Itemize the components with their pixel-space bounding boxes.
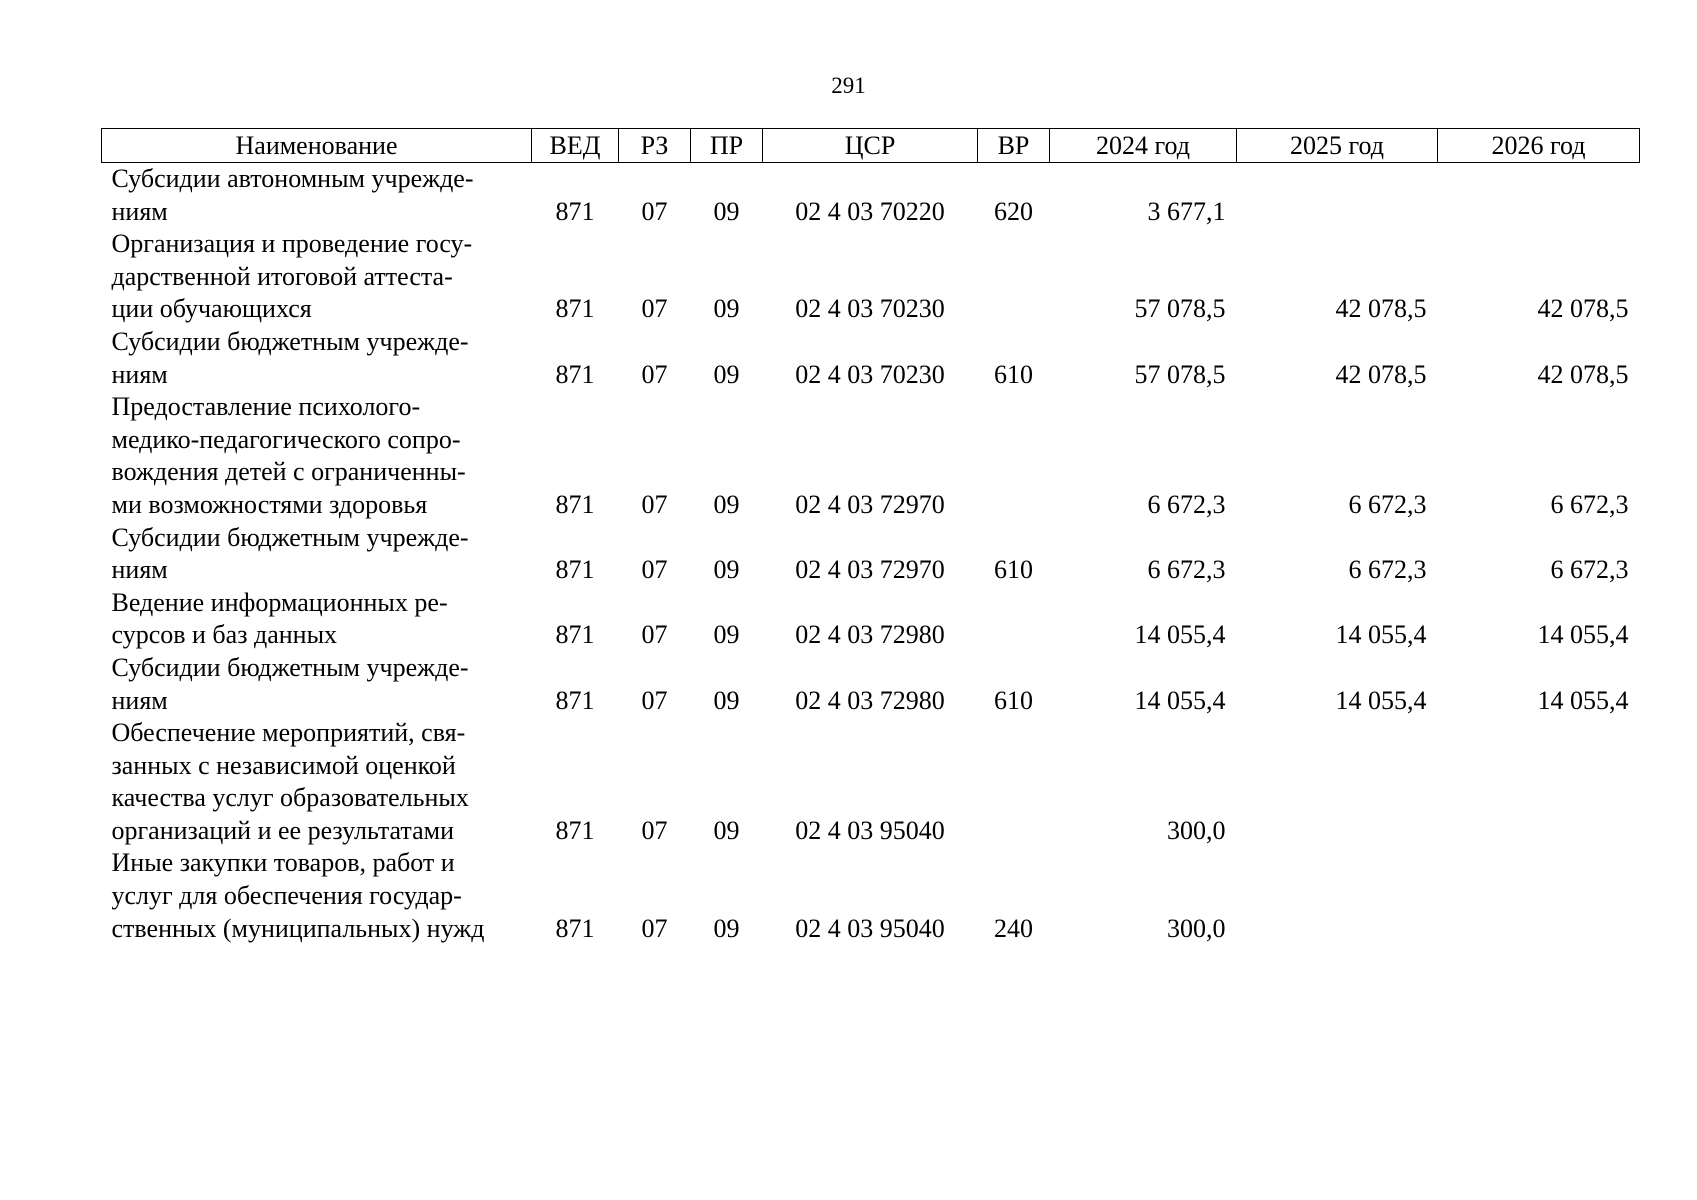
cell-csr: 02 4 03 95040 — [795, 913, 945, 943]
name-line: ции обучающихся — [111, 294, 312, 324]
name-line: Иные закупки товаров, работ и — [111, 848, 455, 878]
cell-ved: 871 — [555, 555, 595, 585]
header-ved: ВЕД — [532, 129, 619, 163]
cell-rz: 07 — [641, 815, 668, 845]
name-line: Субсидии бюджетным учрежде- — [111, 652, 469, 682]
cell-2026 — [1438, 717, 1640, 847]
header-name: Наименование — [102, 129, 532, 163]
name-line: Организация и проведение госу- — [111, 229, 473, 259]
cell-2026: 14 055,4 — [1537, 620, 1629, 650]
name-line: Предоставление психолого- — [111, 392, 421, 422]
cell-ved: 871 — [555, 685, 595, 715]
name-line: организаций и ее результатами — [111, 815, 454, 845]
cell-pr: 09 — [713, 555, 740, 585]
cell-2026: 42 078,5 — [1537, 359, 1629, 389]
name-line: ми возможностями здоровья — [111, 489, 428, 519]
header-rz: РЗ — [619, 129, 691, 163]
table-body — [102, 163, 1640, 946]
name-line: Субсидии автономным учрежде- — [111, 164, 474, 193]
name-line: услуг для обеспечения государ- — [111, 881, 462, 911]
cell-rz: 07 — [641, 489, 668, 519]
cell-vr: 610 — [994, 555, 1033, 585]
cell-vr — [978, 391, 1050, 521]
table-row — [102, 228, 1640, 326]
cell-name — [102, 163, 532, 229]
name-line: сурсов и баз данных — [111, 620, 338, 650]
header-vr: ВР — [978, 129, 1050, 163]
cell-vr — [978, 587, 1050, 652]
cell-2025: 42 078,5 — [1335, 359, 1427, 389]
cell-2024: 14 055,4 — [1134, 685, 1226, 715]
cell-name — [102, 228, 532, 326]
name-line: Обеспечение мероприятий, свя- — [111, 718, 466, 748]
cell-2025: 6 672,3 — [1348, 489, 1427, 519]
page-number: 291 — [831, 73, 866, 98]
cell-2025: 14 055,4 — [1335, 685, 1427, 715]
name-line: ниям — [111, 685, 168, 715]
cell-csr: 02 4 03 72970 — [795, 555, 945, 585]
cell-rz: 07 — [641, 294, 668, 324]
table-row — [102, 326, 1640, 391]
cell-rz: 07 — [641, 555, 668, 585]
header-2025: 2025 год — [1237, 129, 1438, 163]
cell-pr: 09 — [713, 489, 740, 519]
name-line: Ведение информационных ре- — [111, 587, 448, 617]
name-line: Субсидии бюджетным учрежде- — [111, 522, 469, 552]
name-line: ниям — [111, 196, 168, 226]
cell-vr: 620 — [994, 196, 1033, 226]
table-row — [102, 847, 1640, 945]
cell-2024: 3 677,1 — [1147, 196, 1226, 226]
table-row — [102, 163, 1640, 229]
cell-csr: 02 4 03 72980 — [795, 685, 945, 715]
cell-pr: 09 — [713, 815, 740, 845]
cell-csr: 02 4 03 95040 — [795, 815, 945, 845]
header-pr: ПР — [691, 129, 763, 163]
cell-vr — [978, 717, 1050, 847]
cell-csr: 02 4 03 72980 — [795, 620, 945, 650]
name-line: ниям — [111, 359, 168, 389]
table-row — [102, 391, 1640, 521]
cell-2024: 300,0 — [1167, 913, 1226, 943]
name-line: медико-педагогического сопро- — [111, 424, 461, 454]
cell-name — [102, 391, 532, 521]
cell-2025 — [1237, 717, 1438, 847]
table-row — [102, 652, 1640, 717]
table-header-row — [102, 129, 1640, 163]
cell-name — [102, 326, 532, 391]
cell-ved: 871 — [555, 196, 595, 226]
header-2024: 2024 год — [1050, 129, 1237, 163]
cell-vr — [978, 228, 1050, 326]
cell-name — [102, 847, 532, 945]
cell-2026: 6 672,3 — [1550, 555, 1629, 585]
cell-csr: 02 4 03 70230 — [795, 294, 945, 324]
name-line: вождения детей с ограниченны- — [111, 457, 466, 487]
cell-pr: 09 — [713, 685, 740, 715]
cell-2024: 14 055,4 — [1134, 620, 1226, 650]
cell-rz: 07 — [641, 196, 668, 226]
cell-2024: 6 672,3 — [1147, 555, 1226, 585]
name-line: ственных (муниципальных) нужд — [111, 913, 485, 943]
cell-ved: 871 — [555, 489, 595, 519]
table-row — [102, 522, 1640, 587]
cell-rz: 07 — [641, 620, 668, 650]
cell-rz: 07 — [641, 685, 668, 715]
cell-2026: 6 672,3 — [1550, 489, 1629, 519]
cell-csr: 02 4 03 70220 — [795, 196, 945, 226]
header-csr: ЦСР — [763, 129, 978, 163]
cell-2026: 14 055,4 — [1537, 685, 1629, 715]
cell-name — [102, 717, 532, 847]
cell-2026 — [1438, 847, 1640, 945]
name-line: дарственной итоговой аттеста- — [111, 261, 453, 291]
name-line: занных с независимой оценкой — [111, 750, 456, 780]
cell-rz: 07 — [641, 913, 668, 943]
cell-vr: 610 — [994, 685, 1033, 715]
cell-rz: 07 — [641, 359, 668, 389]
cell-2024: 300,0 — [1167, 815, 1226, 845]
cell-2025: 6 672,3 — [1348, 555, 1427, 585]
cell-vr: 240 — [994, 913, 1033, 943]
cell-csr: 02 4 03 70230 — [795, 359, 945, 389]
cell-csr: 02 4 03 72970 — [795, 489, 945, 519]
cell-2026 — [1438, 163, 1640, 229]
cell-2025: 42 078,5 — [1335, 294, 1427, 324]
table-row — [102, 587, 1640, 652]
budget-table — [101, 128, 1640, 945]
cell-2025: 14 055,4 — [1335, 620, 1427, 650]
cell-pr: 09 — [713, 196, 740, 226]
cell-2024: 57 078,5 — [1134, 359, 1226, 389]
name-line: ниям — [111, 555, 168, 585]
cell-vr: 610 — [994, 359, 1033, 389]
table-row — [102, 717, 1640, 847]
cell-pr: 09 — [713, 620, 740, 650]
cell-2024: 6 672,3 — [1147, 489, 1226, 519]
name-line: качества услуг образовательных — [111, 783, 469, 813]
cell-ved: 871 — [555, 620, 595, 650]
cell-ved: 871 — [555, 913, 595, 943]
cell-pr: 09 — [713, 359, 740, 389]
cell-2026: 42 078,5 — [1537, 294, 1629, 324]
cell-name — [102, 587, 532, 652]
cell-2024: 57 078,5 — [1134, 294, 1226, 324]
cell-ved: 871 — [555, 294, 595, 324]
name-line: Субсидии бюджетным учрежде- — [111, 326, 469, 356]
cell-2025 — [1237, 847, 1438, 945]
cell-name — [102, 522, 532, 587]
cell-name — [102, 652, 532, 717]
header-2026: 2026 год — [1438, 129, 1640, 163]
cell-pr: 09 — [713, 294, 740, 324]
cell-ved: 871 — [555, 815, 595, 845]
cell-2025 — [1237, 163, 1438, 229]
cell-ved: 871 — [555, 359, 595, 389]
cell-pr: 09 — [713, 913, 740, 943]
